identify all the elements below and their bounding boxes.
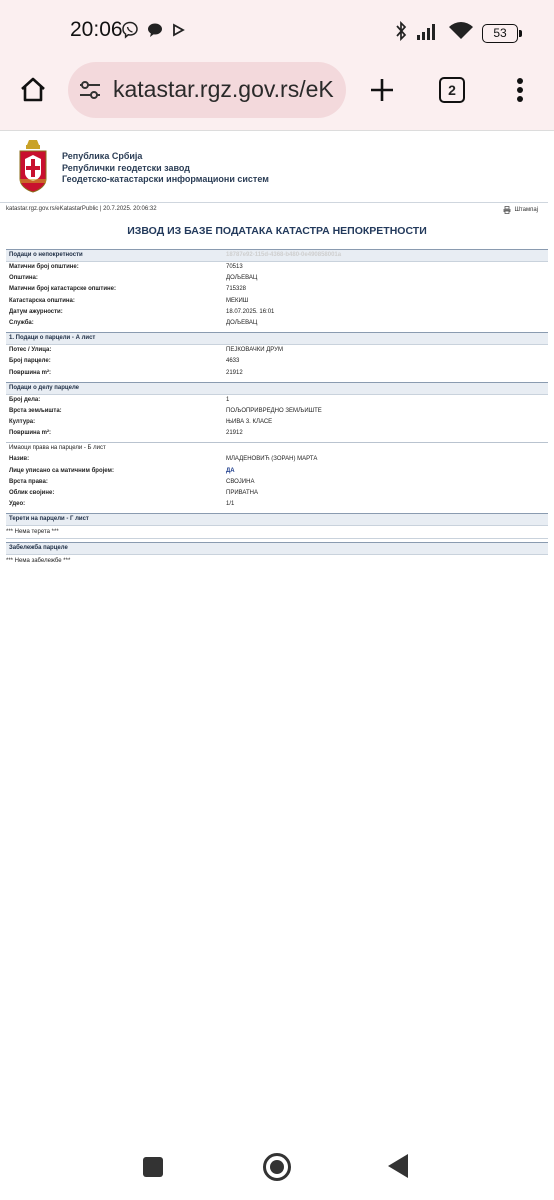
property-rows <box>0 262 554 329</box>
field-row <box>6 296 548 307</box>
document-id: 18787e92-115d-4368-b480-0e490858001a <box>226 252 342 258</box>
page-header <box>0 131 554 201</box>
field-label: Облик својине: <box>9 490 55 496</box>
home-icon[interactable] <box>13 70 53 110</box>
field-label: Површина m²: <box>9 430 51 437</box>
print-label[interactable]: Штампај <box>514 207 538 213</box>
browser-chrome <box>0 0 554 130</box>
field-value: МЕКИШ <box>226 297 249 304</box>
field-row <box>6 284 548 295</box>
field-label: Датум ажурности: <box>9 308 63 315</box>
section-parcel-heading: 1. Подаци о парцели - А лист <box>6 332 548 345</box>
field-value: 1 <box>226 396 230 403</box>
institution-line-3: Геодетско-катастарски информациони систем <box>62 174 269 184</box>
field-value: МЛАДЕНОВИЋ (ЗОРАН) МАРТА <box>226 456 318 463</box>
field-value: ПОЉОПРИВРЕДНО ЗЕМЉИШТЕ <box>226 407 322 414</box>
field-row <box>6 395 548 406</box>
url-text[interactable]: katastar.rgz.gov.rs/eK <box>113 76 334 102</box>
remarks-note: *** Нема забележбе *** <box>6 558 71 565</box>
field-row <box>6 466 548 477</box>
field-label: Потес / Улица: <box>9 347 52 354</box>
chat-icon <box>147 22 163 43</box>
field-row <box>6 417 548 428</box>
field-row <box>6 345 548 356</box>
field-label: Матични број катастарске општине: <box>9 286 116 293</box>
meta-row <box>0 201 554 217</box>
encumbrances-note: *** Нема терета *** <box>6 526 548 539</box>
field-label: Број дела: <box>9 396 41 403</box>
section-encumbrances-heading: Терети на парцели - Г лист <box>6 513 548 526</box>
parcel-part-rows <box>0 395 554 440</box>
field-label: Површина m²: <box>9 369 51 376</box>
field-label: Катастарска општина: <box>9 297 75 304</box>
field-value: 21912 <box>226 369 243 376</box>
field-value: СВОЈИНА <box>226 478 255 485</box>
home-nav-icon[interactable] <box>263 1153 291 1181</box>
field-value: 4633 <box>226 358 240 365</box>
field-value: 715328 <box>226 286 247 293</box>
field-value: ДОЉЕВАЦ <box>226 319 258 326</box>
field-label: Општина: <box>9 275 38 282</box>
tab-count: 2 <box>439 77 465 103</box>
field-label: Врста права: <box>9 478 48 485</box>
field-value: ЊИВА 3. КЛАСЕ <box>226 419 273 426</box>
field-row <box>6 454 548 465</box>
field-label: Култура: <box>9 419 36 426</box>
field-value: ДА <box>226 467 235 474</box>
battery-icon: 53 <box>482 24 518 43</box>
viber-icon <box>121 21 139 44</box>
field-label: Служба: <box>9 319 34 326</box>
signal-icon <box>416 22 440 45</box>
field-value: ПРИВАТНА <box>226 490 258 496</box>
institution-line-2: Републички геодетски завод <box>62 162 191 173</box>
field-value: ПЕЈКОВАЧКИ ДРУМ <box>226 347 283 354</box>
site-settings-icon[interactable] <box>78 78 102 107</box>
system-nav-bar <box>0 1140 554 1200</box>
field-label: Број парцеле: <box>9 358 51 365</box>
field-row <box>6 307 548 318</box>
play-icon <box>171 23 185 42</box>
field-label: Назив: <box>9 456 30 463</box>
section-property-heading <box>6 249 548 262</box>
wifi-icon <box>448 21 474 46</box>
field-row <box>6 477 548 488</box>
document-title: ИЗВОД ИЗ БАЗЕ ПОДАТАКА КАТАСТРА НЕПОКРЕТНОСТИ <box>127 225 427 237</box>
field-label: Удео: <box>9 501 26 508</box>
field-label: Лице уписано са матичним бројем: <box>9 467 114 474</box>
owner-rows <box>0 454 554 510</box>
page-content <box>0 131 554 567</box>
field-value: 18.07.2025. 16:01 <box>226 308 275 315</box>
section-parcel-part-heading: Подаци о делу парцеле <box>6 382 548 395</box>
field-row <box>6 368 548 379</box>
section-owners-heading: Имаоци права на парцели - Б лист <box>6 442 548 454</box>
field-value: 1/1 <box>226 501 235 508</box>
recents-icon[interactable] <box>143 1157 163 1177</box>
printer-icon <box>503 206 511 214</box>
field-row <box>6 428 548 439</box>
overflow-menu-icon[interactable] <box>500 70 540 110</box>
field-row <box>6 356 548 367</box>
institution-line-1: Република Србија <box>62 151 143 161</box>
address-bar[interactable] <box>68 62 346 118</box>
field-value: 21912 <box>226 430 243 437</box>
back-icon[interactable] <box>388 1154 408 1178</box>
institution-name <box>62 151 269 186</box>
parcel-rows <box>0 345 554 379</box>
source-timestamp: katastar.rgz.gov.rs/eKatastarPublic | 20.7.2025. 20:06:32 <box>6 206 157 212</box>
section-remarks-heading: Забележба парцеле <box>6 542 548 555</box>
field-row <box>6 499 548 510</box>
status-bar <box>0 14 554 50</box>
field-value: 70513 <box>226 264 243 270</box>
field-row <box>6 262 548 273</box>
status-time: 20:06 <box>70 18 123 41</box>
field-row <box>6 318 548 329</box>
new-tab-icon[interactable] <box>362 70 402 110</box>
tab-switcher-icon[interactable] <box>432 70 472 110</box>
serbia-coat-of-arms-icon <box>18 139 48 193</box>
bluetooth-icon <box>394 21 408 46</box>
section-property-title: Подаци о непокретности <box>9 252 83 258</box>
field-row <box>6 488 548 499</box>
print-button[interactable] <box>503 206 538 214</box>
field-row <box>6 273 548 284</box>
field-label: Врста земљишта: <box>9 407 62 414</box>
field-row <box>6 406 548 417</box>
field-value: ДОЉЕВАЦ <box>226 275 258 282</box>
browser-toolbar <box>0 62 554 118</box>
field-label: Матични број општине: <box>9 264 79 270</box>
